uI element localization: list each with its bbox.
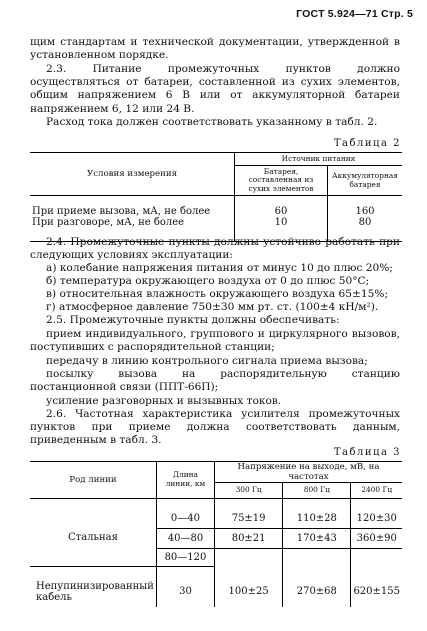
table-2-cell-acc: 160 xyxy=(328,206,403,217)
table-2-header-acc: Аккумуляторная батарея xyxy=(328,166,403,196)
table-3-cell-300hz xyxy=(215,549,283,567)
table-3-header-800hz: 800 Гц xyxy=(283,483,351,499)
condition-v: в) относительная влажность окружающего воздуха 65±15%; xyxy=(46,288,389,300)
paragraph-2-6: 2.6. Частотная характеристика усилителя промежуточных пунктов при приеме должна соответствовать данным, приведенным в табл. 3. xyxy=(30,408,400,447)
table-3-header-300hz: 300 Гц xyxy=(215,483,283,499)
table-3-cell-800hz: 170±43 xyxy=(283,529,351,549)
item-amplification: усиление разговорных и вызывных токов. xyxy=(46,395,282,407)
table-3-cable-label: Непупинизированный кабель xyxy=(36,580,154,603)
item-control-signal: передачу в линию контрольного сигнала приема вызова; xyxy=(46,355,368,367)
table-3-header-line: Род линии xyxy=(30,462,156,499)
table-2-header-source: Источник питания xyxy=(235,153,403,166)
table-2-header-conditions: Условия измерения xyxy=(30,153,235,196)
table-2-caption: Таблица 2 xyxy=(333,138,401,149)
table-3-caption: Таблица 3 xyxy=(333,447,401,458)
table-2-cell-dry: 10 xyxy=(235,217,328,228)
table-2-cell-dry: 60 xyxy=(235,206,328,217)
table-3-cell-800hz xyxy=(283,549,351,567)
condition-b: б) температура окружающего воздуха от 0 до плюс 50°С; xyxy=(46,275,370,287)
table-3-cell-2400hz: 120±30 xyxy=(351,509,402,529)
table-3-cell-800hz: 270±68 xyxy=(283,577,351,607)
table-2-row-label: При приеме вызова, мА, не более xyxy=(32,205,211,217)
table-3-cell-2400hz xyxy=(351,549,402,567)
table-3 xyxy=(30,461,402,607)
paragraph-current: Расход тока должен соответствовать указанному в табл. 2. xyxy=(46,116,378,128)
condition-a: а) колебание напряжения питания от минус 10 до плюс 20%; xyxy=(46,262,393,274)
table-row xyxy=(30,509,402,529)
table-3-steel-label: Стальная xyxy=(68,531,118,543)
paragraph-2-5: 2.5. Промежуточные пункты должны обеспечивать: xyxy=(46,314,340,326)
table-3-cell-length: 30 xyxy=(156,577,214,607)
table-3-cell-2400hz: 360±90 xyxy=(351,529,402,549)
table-2 xyxy=(30,152,402,242)
table-2-header-dry: Батарея, составленная из сухих элементов xyxy=(235,166,328,196)
table-row xyxy=(30,577,402,607)
table-3-header-2400hz: 2400 Гц xyxy=(351,483,402,499)
table-2-row xyxy=(30,217,402,228)
table-3-cell-300hz: 100±25 xyxy=(215,577,283,607)
table-2-row-label: При разговоре, мА, не более xyxy=(32,216,185,228)
table-3-header-length: Длина линии, км xyxy=(156,462,214,499)
table-3-cell-2400hz: 620±155 xyxy=(351,577,402,607)
paragraph-2-4: 2.4. Промежуточные пункты должны устойчиво работать при следующих условиях эксплуатации: xyxy=(30,236,400,262)
paragraph-intro: щим стандартам и технической документации, утвержденной в установленном порядке. xyxy=(30,36,400,62)
table-3-cell-800hz: 110±28 xyxy=(283,509,351,529)
table-3-cell-300hz: 75±19 xyxy=(215,509,283,529)
page-header: ГОСТ 5.924—71 Стр. 5 xyxy=(296,8,413,20)
table-3-cell-length: 0—40 xyxy=(156,509,214,529)
item-call-sending: посылку вызова на распорядительную станцию постанционной связи (ППТ-66П); xyxy=(30,368,400,394)
table-3-cell-300hz: 80±21 xyxy=(215,529,283,549)
table-3-cell-length: 40—80 xyxy=(156,529,214,549)
paragraph-2-3: 2.3. Питание промежуточных пунктов должно осуществляться от батареи, составленной из сухих элементов, общим напряжением 6 В или от аккумуляторной батареи напряжением 6, 12 или 24 В. xyxy=(30,63,400,115)
condition-g: г) атмосферное давление 750±30 мм рт. ст. (100±4 кН/м²). xyxy=(46,301,379,313)
item-reception: прием индивидуального, группового и циркулярного вызовов, поступивших с распорядительной станции; xyxy=(30,328,400,354)
table-2-row xyxy=(30,206,402,217)
table-3-header-voltage: Напряжение на выходе, мВ, на частотах xyxy=(215,462,402,483)
table-2-cell-acc: 80 xyxy=(328,217,403,228)
table-3-cell-length: 80—120 xyxy=(156,549,214,567)
